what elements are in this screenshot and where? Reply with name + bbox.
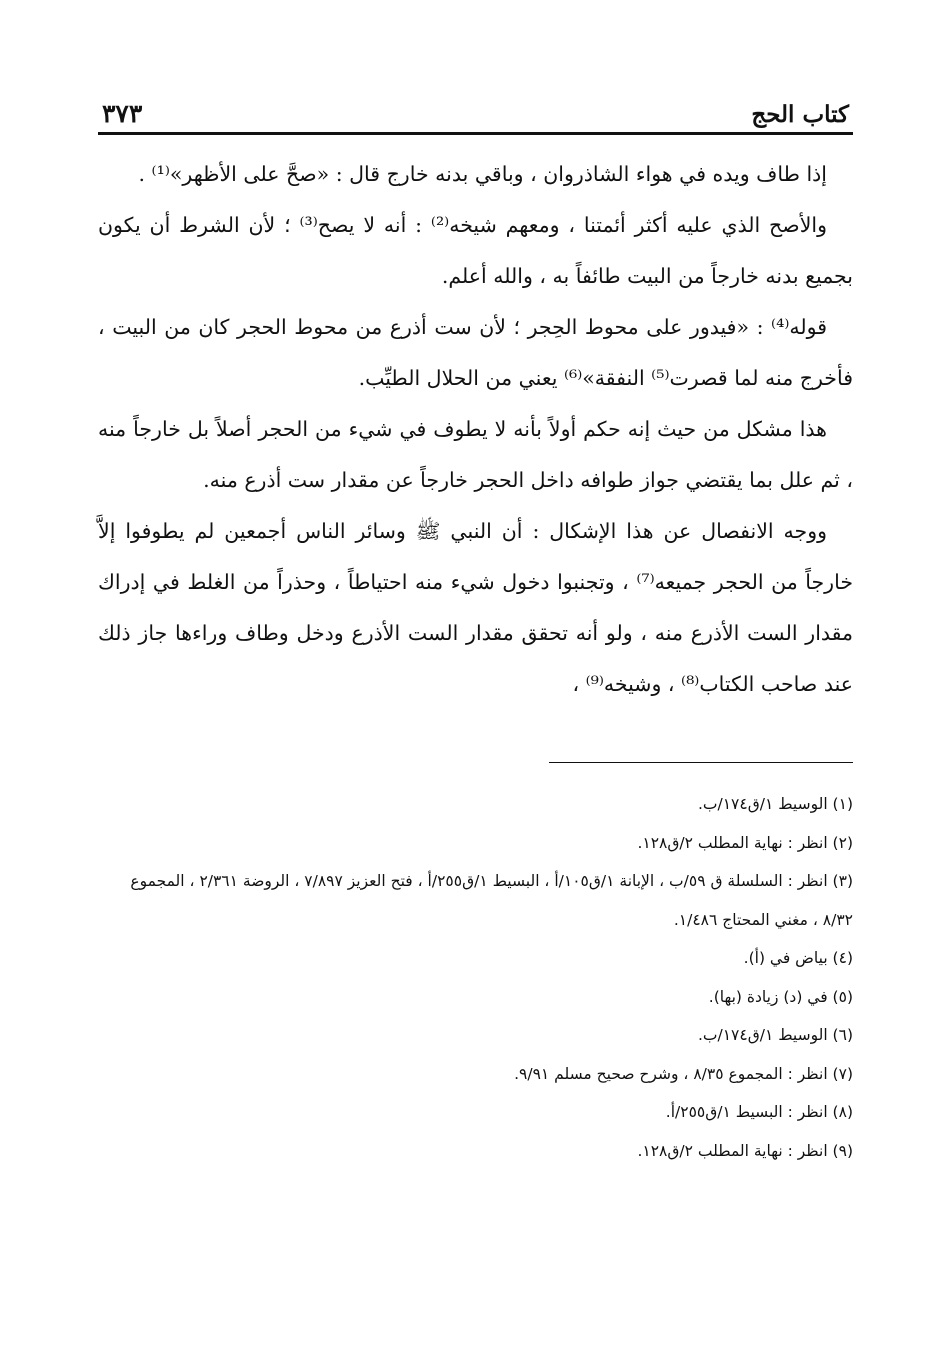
footnote-5: (٥) في (د) زيادة (بها).	[708, 987, 853, 1006]
footnote-9: (٩) انظر : نهاية المطلب ٢/ق١٢٨.	[637, 1141, 853, 1160]
footnote-4: (٤) بياض في (أ).	[743, 949, 853, 967]
paragraph-3: قوله⁽⁴⁾ : «فيدور على محوط الحِجر ؛ لأن ست أذرع من محوط الحجر كان من البيت ، فأخرج منه لما قصرت⁽⁵⁾ النفقة»⁽⁶⁾ يعني من الحلال الطيِّب.	[98, 315, 853, 390]
paragraph-1: إذا طاف ويده في هواء الشاذروان ، وباقي بدنه خارج قال : «صحَّ على الأظهر»⁽¹⁾ .	[138, 162, 827, 186]
main-text	[98, 149, 853, 710]
paragraph-4: هذا مشكل من حيث إنه حكم أولاً بأنه لا يطوف في شيء من الحجر أصلاً بل خارجاً منه ، ثم علل بما يقتضي جواز طوافه داخل الحجر خارجاً عن مقدار ست أذرع منه.	[98, 417, 853, 492]
footnote-2: (٢) انظر : نهاية المطلب ٢/ق١٢٨.	[637, 833, 853, 852]
page-number: ٣٧٣	[102, 99, 143, 128]
footnote-8: (٨) انظر : البسيط ١/ق٢٥٥/أ.	[665, 1103, 853, 1121]
footnote-separator	[549, 762, 853, 763]
footnote-1: (١) الوسيط ١/ق١٧٤/ب.	[697, 795, 853, 813]
page-header	[98, 88, 853, 135]
footnotes	[98, 785, 853, 1170]
running-title: كتاب الحج	[751, 101, 849, 128]
paragraph-5: ووجه الانفصال عن هذا الإشكال : أن النبي ﷺ وسائر الناس أجمعين لم يطوفوا إلاَّ خارجاً من الحجر جميعه⁽⁷⁾ ، وتجنبوا دخول شيء منه احتياطاً ، وحذراً من الغلط في إدراك مقدار الست الأذرع منه ، ولو أنه تحقق مقدار الست الأذرع ودخل وطاف وراءها جاز ذلك عند صاحب الكتاب⁽⁸⁾ ، وشيخه⁽⁹⁾ ،	[98, 519, 854, 696]
book-page	[98, 88, 853, 1170]
paragraph-2: والأصح الذي عليه أكثر أئمتنا ، ومعهم شيخه⁽²⁾ : أنه لا يصح⁽³⁾ ؛ لأن الشرط أن يكون بجميع بدنه خارجاً من البيت طائفاً به ، والله أعلم.	[98, 213, 853, 288]
footnote-3: (٣) انظر : السلسلة ق ٥٩/ب ، الإبانة ١/ق١٠٥/أ ، البسيط ١/ق٢٥٥/أ ، فتح العزيز ٧/٨٩٧ ، الروضة ٢/٣٦١ ، المجموع ٨/٣٢ ، مغني المحتاج ١/٤٨٦.	[130, 872, 853, 929]
footnote-7: (٧) انظر : المجموع ٨/٣٥ ، وشرح صحيح مسلم ٩/٩١.	[514, 1064, 853, 1083]
footnote-6: (٦) الوسيط ١/ق١٧٤/ب.	[697, 1026, 853, 1044]
